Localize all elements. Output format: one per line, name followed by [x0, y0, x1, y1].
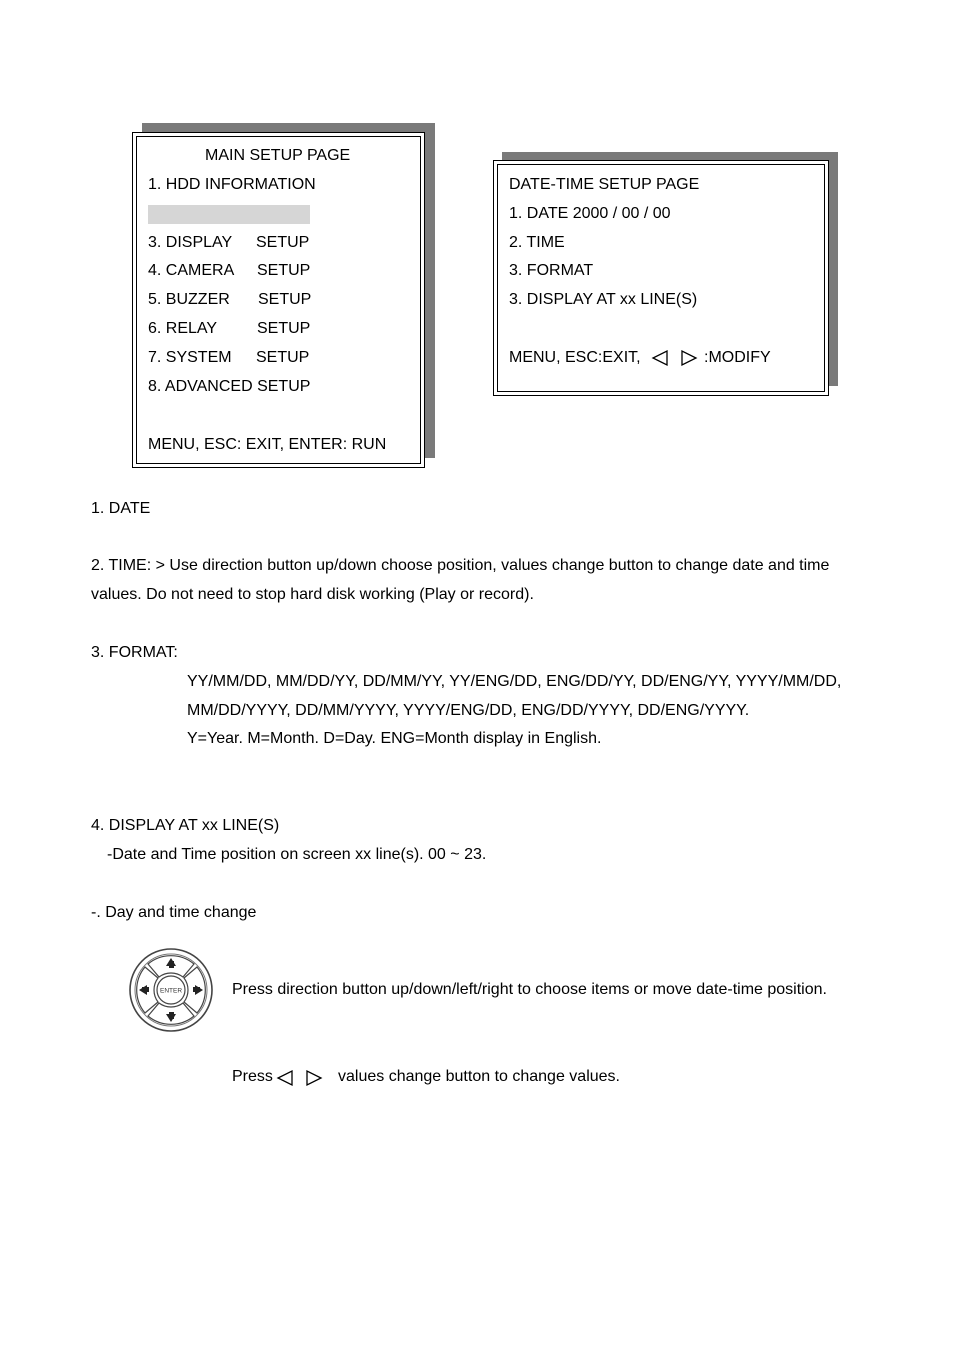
- enter-key-label: ENTER: [159, 987, 183, 995]
- menu-item-time[interactable]: 2. TIME: [509, 234, 565, 251]
- menu-item-advanced-setup[interactable]: 8. ADVANCED SETUP: [148, 378, 311, 395]
- section-time-line2: values. Do not need to stop hard disk working (Play or record).: [91, 586, 534, 603]
- datetime-menu-footer-modify: :MODIFY: [704, 349, 771, 366]
- menu-item-buzzer[interactable]: 5. BUZZER: [148, 291, 230, 308]
- menu-item-relay-setup: SETUP: [257, 320, 311, 337]
- direction-button-desc: Press direction button up/down/left/right to choose items or move date-time position.: [232, 981, 827, 998]
- section-display-desc: -Date and Time position on screen xx line(s). 00 ~ 23.: [107, 846, 487, 863]
- right-triangle-icon: [680, 349, 698, 367]
- right-triangle-icon: [305, 1069, 323, 1087]
- format-legend: Y=Year. M=Month. D=Day. ENG=Month display in English.: [187, 730, 602, 747]
- menu-item-date[interactable]: 1. DATE 2000 / 00 / 00: [509, 205, 671, 222]
- menu-item-buzzer-setup: SETUP: [258, 291, 312, 308]
- format-options-line1: YY/MM/DD, MM/DD/YY, DD/MM/YY, YY/ENG/DD, ENG/DD/YY, DD/ENG/YY, YYYY/MM/DD,: [187, 673, 842, 690]
- format-options-line2: MM/DD/YYYY, DD/MM/YYYY, YYYY/ENG/DD, ENG/DD/YYYY, DD/ENG/YYYY.: [187, 702, 750, 719]
- datetime-menu-title: DATE-TIME SETUP PAGE: [509, 176, 700, 193]
- left-triangle-icon: [651, 349, 669, 367]
- menu-item-system-setup: SETUP: [256, 349, 310, 366]
- menu-item-format[interactable]: 3. FORMAT: [509, 262, 594, 279]
- menu-item-camera[interactable]: 4. CAMERA: [148, 262, 235, 279]
- values-change-desc: values change button to change values.: [338, 1068, 620, 1085]
- left-triangle-icon: [276, 1069, 294, 1087]
- direction-pad-icon: [128, 947, 214, 1033]
- menu-item-highlight[interactable]: [148, 205, 310, 224]
- menu-item-relay[interactable]: 6. RELAY: [148, 320, 218, 337]
- section-format-heading: 3. FORMAT:: [91, 644, 178, 661]
- menu-item-display[interactable]: 3. DISPLAY: [148, 234, 233, 251]
- section-time-line1: 2. TIME: > Use direction button up/down choose position, values change button to change date and time: [91, 557, 830, 574]
- menu-item-hdd-information[interactable]: 1. HDD INFORMATION: [148, 176, 316, 193]
- main-menu-footer: MENU, ESC: EXIT, ENTER: RUN: [148, 436, 387, 453]
- menu-item-system[interactable]: 7. SYSTEM: [148, 349, 232, 366]
- main-menu-title: MAIN SETUP PAGE: [205, 147, 351, 164]
- menu-item-camera-setup: SETUP: [257, 262, 311, 279]
- menu-item-display-line[interactable]: 3. DISPLAY AT xx LINE(S): [509, 291, 698, 308]
- menu-item-display-setup: SETUP: [256, 234, 310, 251]
- press-label: Press: [232, 1068, 273, 1085]
- section-change-heading: -. Day and time change: [91, 904, 257, 921]
- section-date-heading: 1. DATE: [91, 500, 151, 517]
- datetime-menu-footer-exit: MENU, ESC:EXIT,: [509, 349, 641, 366]
- section-display-heading: 4. DISPLAY AT xx LINE(S): [91, 817, 280, 834]
